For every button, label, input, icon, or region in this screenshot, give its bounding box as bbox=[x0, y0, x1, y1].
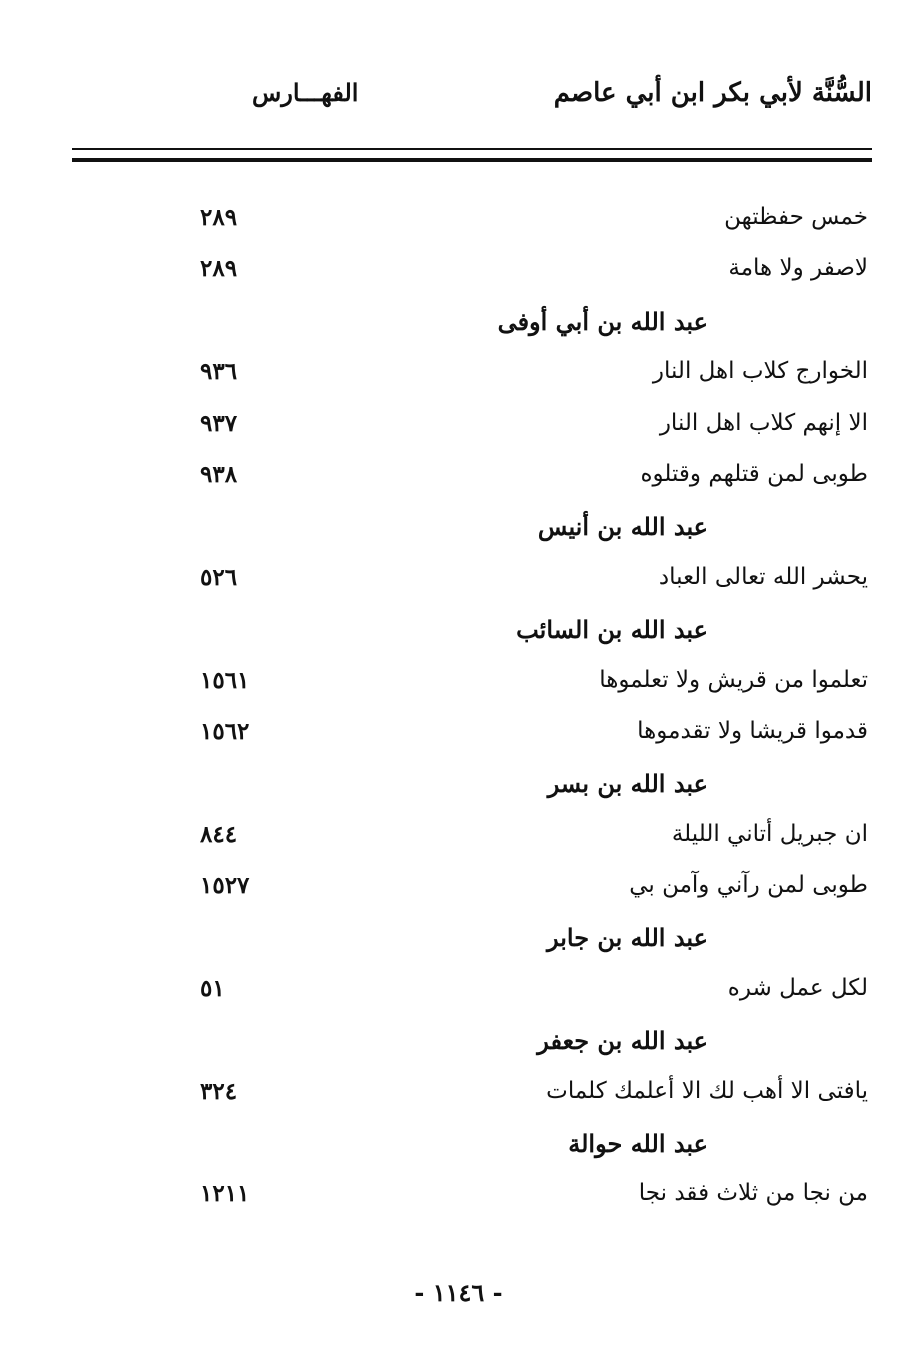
index-entry bbox=[72, 556, 872, 607]
entry-page-number: ١٢١١ bbox=[200, 1180, 250, 1208]
section-title: الفهـــارس bbox=[252, 78, 359, 107]
entry-text: طوبى لمن رآني وآمن بي bbox=[629, 872, 868, 899]
index-heading bbox=[72, 1121, 872, 1172]
entry-page-number: ٥٢٦ bbox=[200, 563, 238, 591]
entry-text: الا إنهم كلاب اهل النار bbox=[659, 409, 868, 436]
index-entry bbox=[72, 1070, 872, 1121]
index-entries bbox=[72, 196, 872, 1224]
entry-page-number: ٢٨٩ bbox=[200, 255, 238, 283]
index-entry bbox=[72, 350, 872, 401]
entry-text: لكل عمل شره bbox=[727, 974, 868, 1001]
entry-page-number: ٩٣٧ bbox=[200, 409, 238, 437]
page-number: - ١١٤٦ - bbox=[414, 1278, 503, 1307]
index-heading bbox=[72, 607, 872, 658]
entry-text: من نجا من ثلاث فقد نجا bbox=[638, 1180, 868, 1207]
index-heading bbox=[72, 1018, 872, 1069]
entry-text: قدموا قريشا ولا تقدموها bbox=[637, 717, 868, 744]
heading-text: عبد الله بن أبي أوفى bbox=[497, 306, 708, 336]
entry-page-number: ٣٢٤ bbox=[200, 1077, 238, 1105]
index-heading bbox=[72, 504, 872, 555]
entry-page-number: ٥١ bbox=[200, 974, 225, 1002]
entry-text: ان جبريل أتاني الليلة bbox=[671, 820, 868, 847]
heading-text: عبد الله بن جابر bbox=[546, 923, 708, 953]
entry-page-number: ١٥٢٧ bbox=[200, 872, 250, 900]
page-header bbox=[72, 78, 872, 128]
index-entry bbox=[72, 453, 872, 504]
entry-page-number: ١٥٦١ bbox=[200, 666, 250, 694]
entry-page-number: ٢٨٩ bbox=[200, 204, 238, 231]
entry-text: لاصفر ولا هامة bbox=[728, 255, 868, 282]
index-entry bbox=[72, 196, 872, 247]
entry-text: يحشر الله تعالى العباد bbox=[658, 563, 868, 590]
entry-page-number: ٩٣٦ bbox=[200, 358, 238, 386]
entry-text: طوبى لمن قتلهم وقتلوه bbox=[640, 460, 868, 487]
entry-text: خمس حفظتهن bbox=[724, 204, 868, 230]
index-entry bbox=[72, 247, 872, 298]
index-heading bbox=[72, 761, 872, 812]
index-entry bbox=[72, 864, 872, 915]
entry-text: الخوارج كلاب اهل النار bbox=[652, 358, 868, 385]
header-rule-thick bbox=[72, 158, 872, 162]
entry-text: يافتى الا أهب لك الا أعلمك كلمات bbox=[546, 1077, 868, 1104]
index-entry bbox=[72, 813, 872, 864]
entry-page-number: ١٥٦٢ bbox=[200, 717, 250, 745]
heading-text: عبد الله بن جعفر bbox=[537, 1026, 708, 1056]
index-entry bbox=[72, 659, 872, 710]
index-entry bbox=[72, 710, 872, 761]
entry-page-number: ٩٣٨ bbox=[200, 460, 238, 488]
heading-text: عبد الله حوالة bbox=[568, 1129, 708, 1159]
entry-text: تعلموا من قريش ولا تعلموها bbox=[599, 666, 868, 693]
heading-text: عبد الله بن أنيس bbox=[537, 512, 708, 542]
heading-text: عبد الله بن بسر bbox=[547, 769, 708, 799]
index-entry bbox=[72, 1172, 872, 1223]
header-rule-thin bbox=[72, 148, 872, 150]
index-heading bbox=[72, 915, 872, 966]
book-title: السُّنَّة لأبي بكر ابن أبي عاصم bbox=[553, 78, 872, 108]
heading-text: عبد الله بن السائب bbox=[516, 615, 708, 645]
index-entry bbox=[72, 967, 872, 1018]
entry-page-number: ٨٤٤ bbox=[200, 820, 238, 848]
index-heading bbox=[72, 299, 872, 350]
index-entry bbox=[72, 402, 872, 453]
